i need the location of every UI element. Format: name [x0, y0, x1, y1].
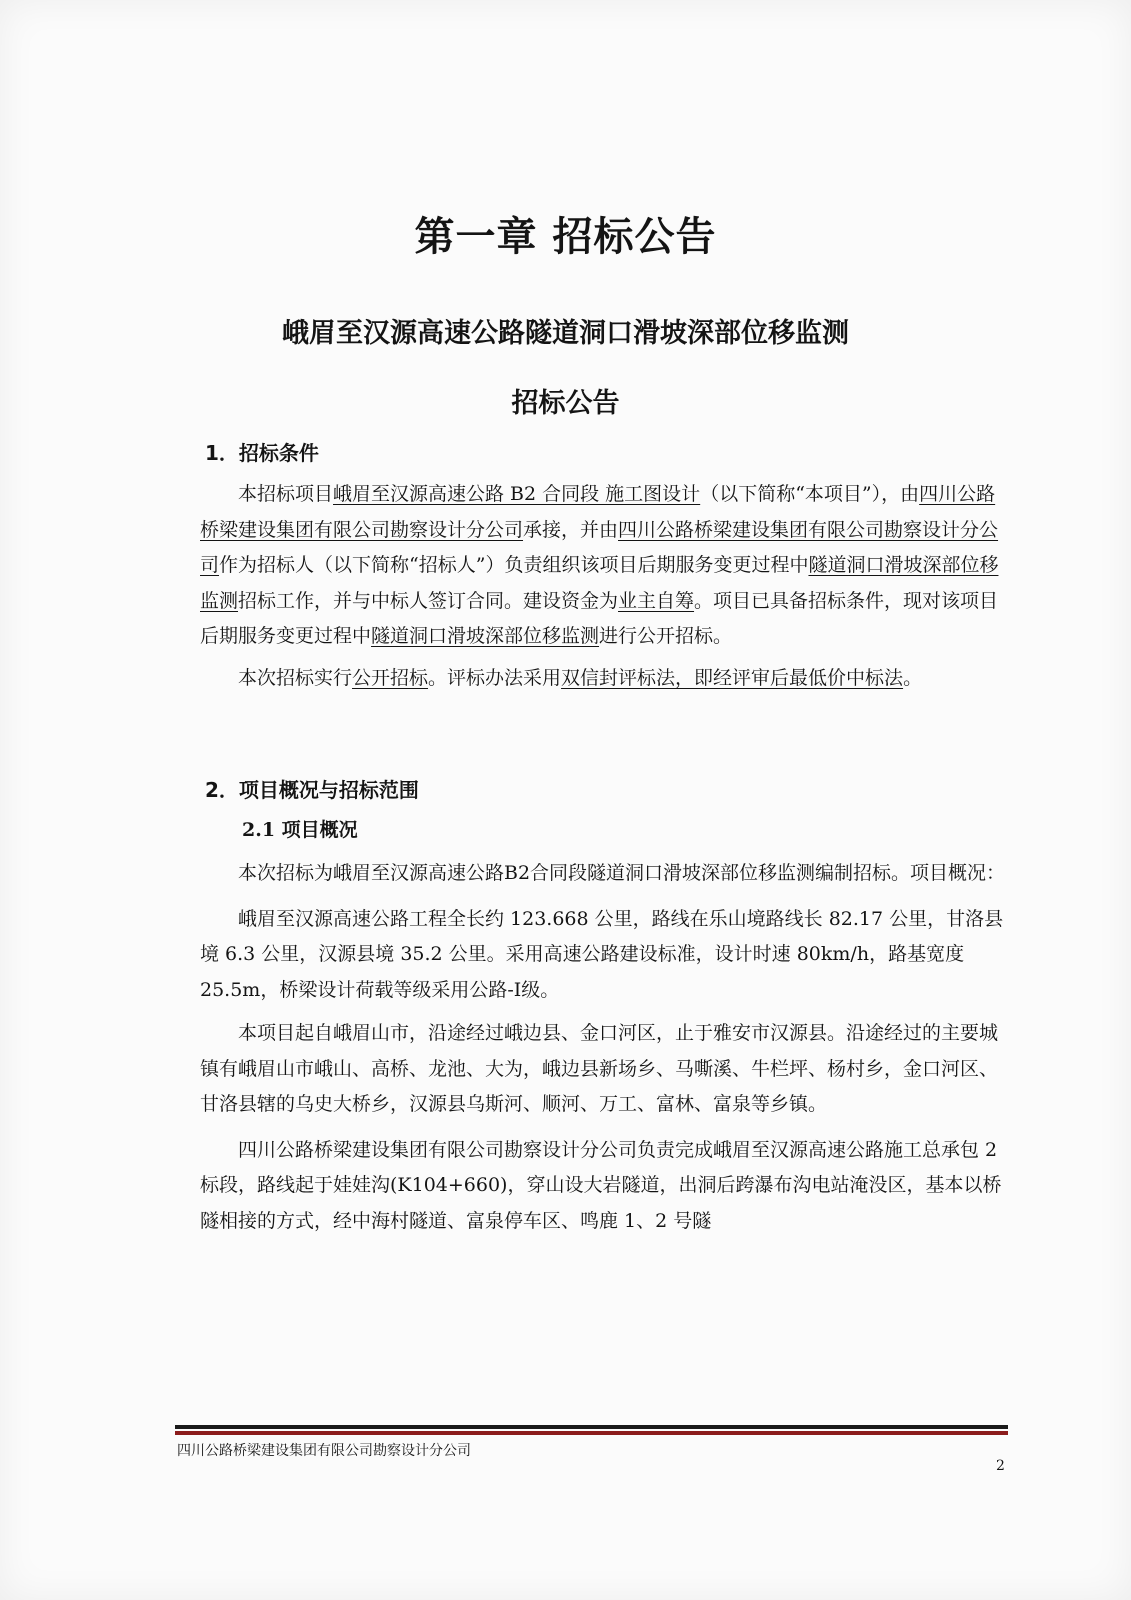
text: 。评标办法采用	[428, 666, 562, 689]
paragraph: 峨眉至汉源高速公路工程全长约 123.668 公里，路线在乐山境路线长 82.17 公里，甘洛县境 6.3 公里，汉源县境 35.2 公里。采用高速公路建设标准，设计时速 80km/h，路基宽度 25.5m，桥梁设计荷载等级采用公路-Ⅰ级。	[200, 907, 1004, 1001]
text: 进行公开招标。	[599, 625, 733, 647]
project-name: 峨眉至汉源高速公路 B2 合同段 施工图设计	[333, 483, 701, 505]
evaluation-method: 双信封评标法，即经评审后最低价中标法	[561, 666, 904, 689]
project-overview-body	[200, 856, 1010, 1239]
tender-scope: 隧道洞口滑坡深部位移监测	[200, 554, 999, 612]
text: 。	[903, 666, 923, 689]
text: 承接，并由	[523, 518, 619, 541]
tenderer-name: 四川公路桥梁建设集团有限公司勘察设计分公司	[200, 518, 999, 576]
chapter-title: 第一章 招标公告	[414, 214, 717, 260]
project-subtitle: 招标公告	[511, 388, 620, 419]
text: （以下简称“本项目”），由	[700, 483, 920, 505]
text: 本招标项目	[238, 483, 334, 505]
footer-rule	[175, 1425, 1008, 1429]
project-title: 峨眉至汉源高速公路隧道洞口滑坡深部位移监测	[282, 318, 849, 349]
funding-source: 业主自筹	[618, 589, 695, 612]
text: 。项目已具备招标条件，现对该项目后期服务变更过程中	[200, 589, 999, 647]
footer-rule-accent	[175, 1431, 1008, 1435]
paragraph	[200, 661, 1010, 697]
text: 作为招标人（以下简称“招标人”）负责组织该项目后期服务变更过程中	[219, 554, 809, 576]
footer-organization: 四川公路桥梁建设集团有限公司勘察设计分公司	[177, 1443, 471, 1459]
paragraph	[200, 477, 1010, 655]
tender-mode: 公开招标	[352, 666, 429, 689]
page-number: 2	[996, 1458, 1005, 1474]
section-heading-project-overview: 2．项目概况与招标范围	[205, 778, 419, 802]
tender-scope-2: 隧道洞口滑坡深部位移监测	[371, 625, 600, 647]
paragraph: 四川公路桥梁建设集团有限公司勘察设计分公司负责完成峨眉至汉源高速公路施工总承包 2 标段，路线起于娃娃沟(K104+660)，穿山设大岩隧道，出洞后跨瀑布沟电站淹没区，基本以桥隧相接的方式，经中海村隧道、富泉停车区、鸣鹿 1、2 号隧	[200, 1138, 1002, 1232]
text: 招标工作，并与中标人签订合同。建设资金为	[238, 589, 619, 612]
subsection-heading: 2.1 项目概况	[242, 819, 358, 841]
section-heading-tender-conditions: 1．招标条件	[205, 441, 319, 465]
paragraph: 本项目起自峨眉山市，沿途经过峨边县、金口河区，止于雅安市汉源县。沿途经过的主要城镇有峨眉山市峨山、高桥、龙池、大为，峨边县新场乡、马嘶溪、牛栏坪、杨村乡，金口河区、甘洛县辖的乌史大桥乡，汉源县乌斯河、顺河、万工、富林、富泉等乡镇。	[200, 1022, 999, 1115]
paragraph: 本次招标为峨眉至汉源高速公路B2合同段隧道洞口滑坡深部位移监测编制招标。项目概况：	[238, 862, 1006, 884]
text: 本次招标实行	[238, 666, 353, 689]
tender-conditions-body	[200, 477, 1010, 696]
contractor-name: 四川公路桥梁建设集团有限公司勘察设计分公司	[200, 483, 996, 541]
